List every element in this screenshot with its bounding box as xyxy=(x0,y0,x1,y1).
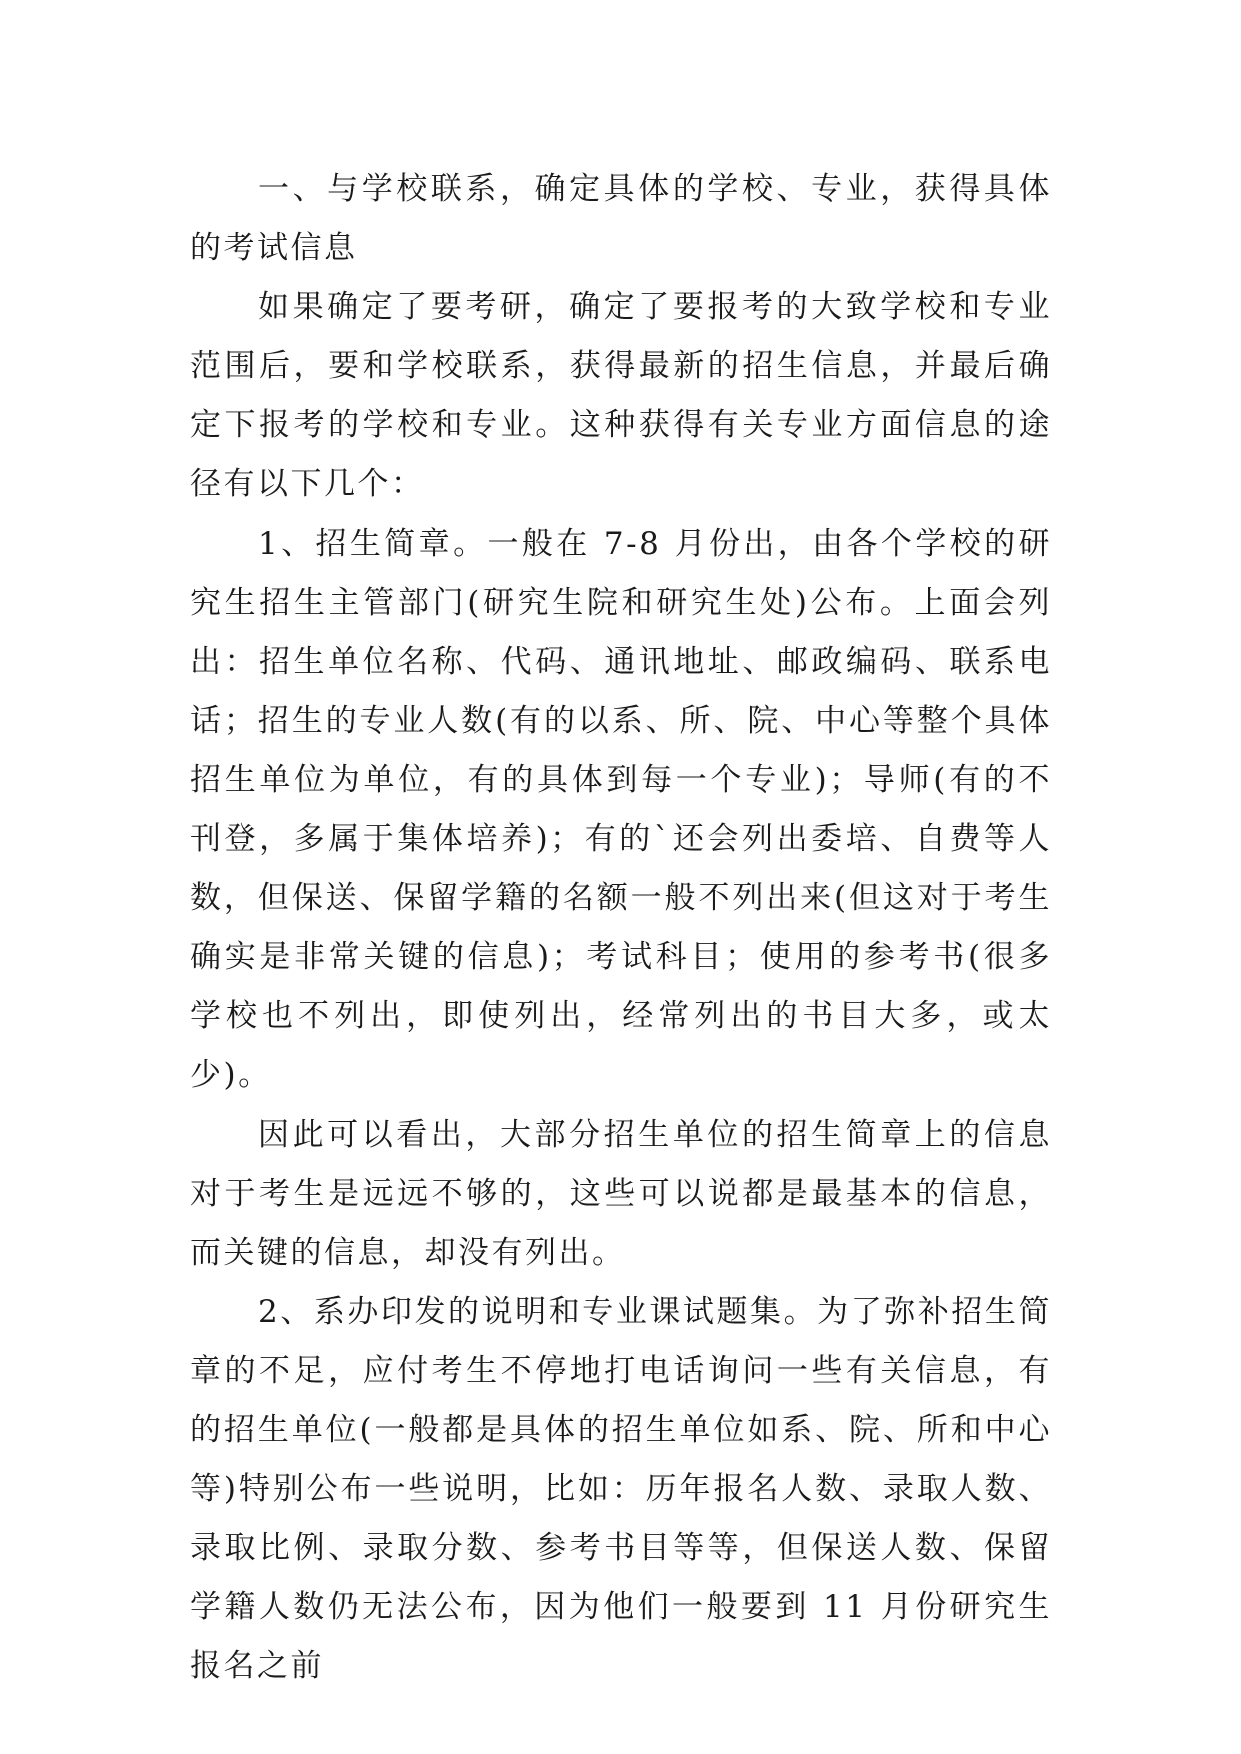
paragraph-item-1: 1、招生简章。一般在 7-8 月份出，由各个学校的研究生招生主管部门(研究生院和研究生处)公布。上面会列出：招生单位名称、代码、通讯地址、邮政编码、联系电话；招生的专业人数(有的以系、所、院、中心等整个具体招生单位为单位，有的具体到每一个专业)；导师(有的不刊登，多属于集体培养)；有的`还会列出委培、自费等人数，但保送、保留学籍的名额一般不列出来(但这对于考生确实是非常关键的信息)；考试科目；使用的参考书(很多学校也不列出，即使列出，经常列出的书目大多，或太少)。 xyxy=(190,525,1052,1094)
paragraph-item-2: 2、系办印发的说明和专业课试题集。为了弥补招生简章的不足，应付考生不停地打电话询问一些有关信息，有的招生单位(一般都是具体的招生单位如系、院、所和中心等)特别公布一些说明，比如：历年报名人数、录取人数、录取比例、录取分数、参考书目等等，但保送人数、保留学籍人数仍无法公布，因为他们一般要到 11 月份研究生报名之前 xyxy=(190,1293,1052,1685)
paragraph-conclusion: 因此可以看出，大部分招生单位的招生简章上的信息对于考生是远远不够的，这些可以说都是最基本的信息，而关键的信息，却没有列出。 xyxy=(190,1116,1052,1271)
section-heading: 一、与学校联系，确定具体的学校、专业，获得具体的考试信息 xyxy=(190,171,1052,267)
paragraph-intro: 如果确定了要考研，确定了要报考的大致学校和专业范围后，要和学校联系，获得最新的招生信息，并最后确定下报考的学校和专业。这种获得有关专业方面信息的途径有以下几个： xyxy=(190,289,1052,503)
document-body xyxy=(190,160,1052,1696)
